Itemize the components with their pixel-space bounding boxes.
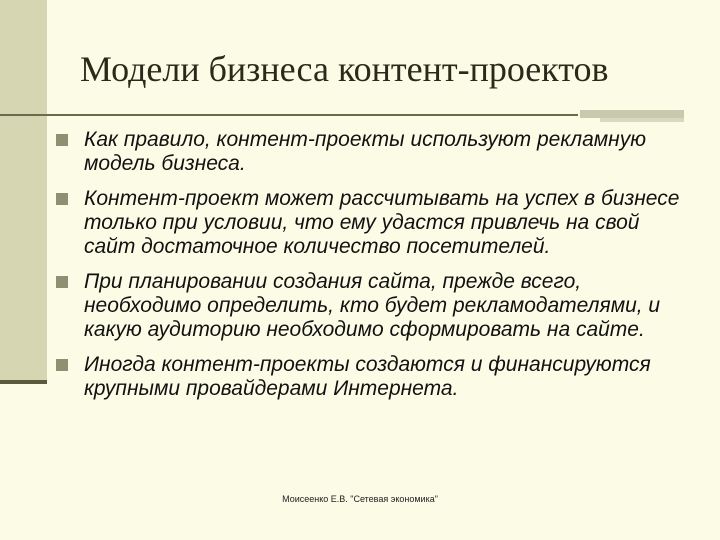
- bullet-item: [56, 187, 696, 259]
- bullet-list: [56, 128, 696, 412]
- bullet-text: При планировании создания сайта, прежде всего, необходимо определить, кто будет рекламодателями, и какую аудиторию необходимо сформировать на сайте.: [84, 270, 661, 341]
- left-decorative-band: [0, 0, 47, 382]
- title-underline-accent: [580, 110, 684, 118]
- bullet-item: [56, 353, 696, 401]
- title-underline: [0, 114, 578, 116]
- square-bullet-icon: [56, 359, 68, 371]
- square-bullet-icon: [56, 276, 68, 288]
- slide-title: Модели бизнеса контент-проектов: [80, 49, 609, 89]
- square-bullet-icon: [56, 193, 68, 205]
- bullet-text: Как правило, контент-проекты используют рекламную модель бизнеса.: [84, 128, 647, 175]
- bullet-item: [56, 128, 696, 176]
- bullet-text: Иногда контент-проекты создаются и финансируются крупными провайдерами Интернета.: [84, 353, 651, 400]
- left-band-divider: [0, 380, 47, 384]
- square-bullet-icon: [56, 134, 68, 146]
- bullet-text: Контент-проект может рассчитывать на успех в бизнесе только при условии, что ему удастся привлечь на свой сайт достаточное количество посетителей.: [84, 187, 680, 258]
- title-underline-accent-shadow: [600, 118, 684, 122]
- slide-footer: Моисеенко Е.В. "Сетевая экономика": [282, 494, 438, 504]
- bullet-item: [56, 270, 696, 342]
